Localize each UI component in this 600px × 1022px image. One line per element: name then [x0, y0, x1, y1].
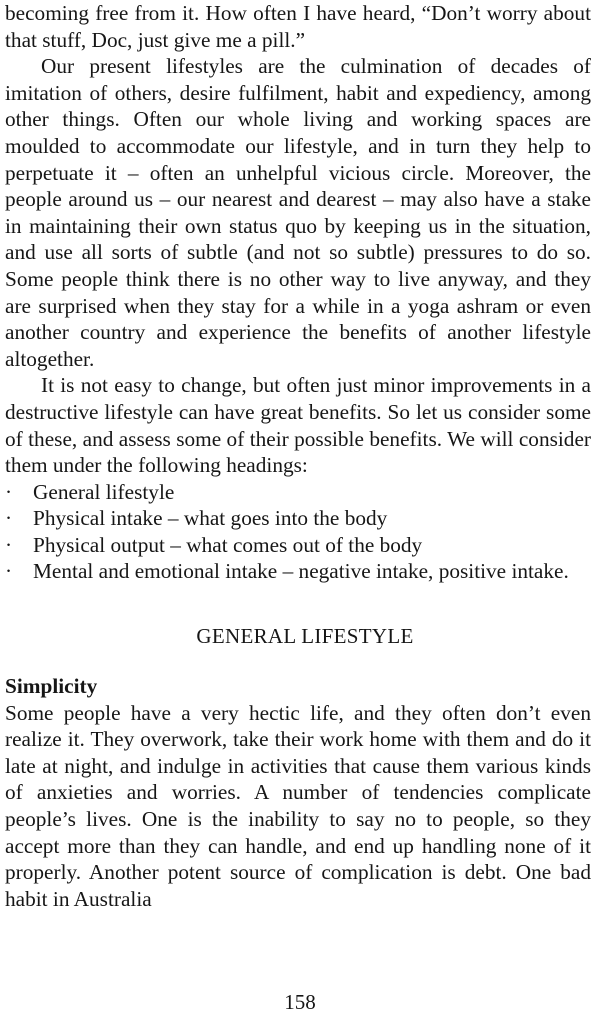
paragraph-simplicity: Some people have a very hectic life, and they often don’t even realize it. They overwork, take their work home with them and do it late at night, and indulge in activities that cause them various kinds of anxieties and worries. A number of tendencies complicate people’s lives. One is the inability to say no to people, so they accept more than they can handle, and end up handling none of it properly. Another potent source of complication is debt. One bad habit in Australia	[5, 700, 591, 911]
bullet-icon: ·	[5, 559, 13, 584]
subheading-simplicity: Simplicity	[5, 674, 98, 699]
list-item	[5, 558, 591, 585]
bullet-icon: ·	[5, 479, 13, 504]
list-item-text: Physical output – what comes out of the body	[33, 532, 423, 557]
headings-list	[5, 479, 591, 585]
list-item-text: Mental and emotional intake – negative intake, positive intake.	[33, 559, 569, 584]
list-item-text: Physical intake – what goes into the body	[33, 506, 388, 531]
paragraph-lifestyles: Our present lifestyles are the culmination of decades of imitation of others, desire fulfilment, habit and expediency, among other things. Often our whole living and working spaces are moulded to accommodate our lifestyle, and in turn they help to perpetuate it – often an unhelpful vicious circle. Moreover, the people around us – our nearest and dearest – may also have a stake in maintaining their own status quo by keeping us in the situation, and use all sorts of subtle (and not so subtle) pressures to do so. Some people think there is no other way to live anyway, and they are surprised when they stay for a while in a yoga ashram or even another country and experience the benefits of another lifestyle altogether.	[5, 54, 591, 371]
list-item	[5, 479, 591, 506]
page-number: 158	[284, 990, 316, 1014]
paragraph-change: It is not easy to change, but often just minor improvements in a destructive lifestyle can have great benefits. So let us consider some of these, and assess some of their possible benefits. We will consider them under the following headings:	[5, 373, 591, 478]
book-page	[5, 0, 591, 912]
list-item-text: General lifestyle	[33, 479, 175, 504]
section-title: GENERAL LIFESTYLE	[196, 624, 414, 649]
bullet-icon: ·	[5, 532, 13, 557]
bullet-icon: ·	[5, 506, 13, 531]
paragraph-continuation: becoming free from it. How often I have heard, “Don’t worry about that stuff, Doc, just give me a pill.”	[5, 1, 591, 52]
list-item	[5, 505, 591, 532]
list-item	[5, 532, 591, 559]
